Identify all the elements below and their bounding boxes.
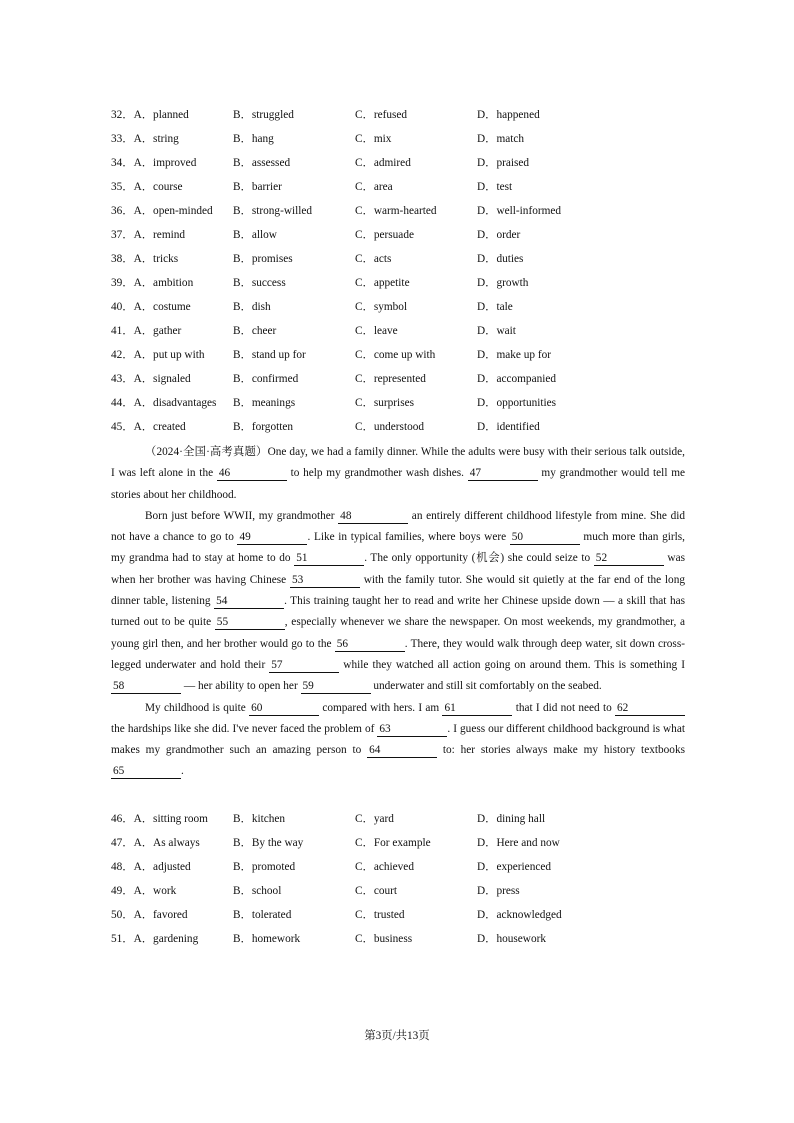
question-row (111, 367, 711, 391)
blank-49: 49 (237, 531, 307, 545)
question-row (111, 927, 711, 951)
option-a: 39．A．ambition (111, 277, 194, 289)
option-b: B．kitchen (233, 813, 286, 825)
option-b: B．success (233, 277, 286, 289)
blank-51: 51 (294, 552, 364, 566)
question-row (111, 903, 711, 927)
option-d: D．experienced (477, 861, 552, 873)
options-list-46-51 (111, 807, 711, 951)
options-list-32-45 (111, 103, 711, 439)
passage-source: （2024·全国·高考真题） (145, 446, 268, 458)
blank-52: 52 (594, 552, 664, 566)
option-c: C．business (355, 933, 413, 945)
option-c: C．come up with (355, 349, 436, 361)
option-c: C．For example (355, 837, 431, 849)
option-b: B．school (233, 885, 282, 897)
option-a: 41．A．gather (111, 325, 182, 337)
option-c: C．leave (355, 325, 398, 337)
option-c: C．admired (355, 157, 411, 169)
question-row (111, 855, 711, 879)
option-d: D．opportunities (477, 397, 557, 409)
blank-58: 58 (111, 680, 181, 694)
question-row (111, 831, 711, 855)
blank-64: 64 (367, 744, 437, 758)
question-row (111, 175, 711, 199)
option-b: B．barrier (233, 181, 282, 193)
option-c: C．understood (355, 421, 425, 433)
blank-65: 65 (111, 765, 181, 779)
option-d: D．well-informed (477, 205, 562, 217)
question-row (111, 199, 711, 223)
option-a: 44．A．disadvantages (111, 397, 217, 409)
option-a: 43．A．signaled (111, 373, 191, 385)
blank-48: 48 (338, 510, 408, 524)
option-b: B．meanings (233, 397, 296, 409)
option-a: 42．A．put up with (111, 349, 205, 361)
option-c: C．appetite (355, 277, 410, 289)
option-a: 46．A．sitting room (111, 813, 208, 825)
option-a: 45．A．created (111, 421, 186, 433)
cloze-passage (111, 442, 685, 783)
question-row (111, 391, 711, 415)
blank-54: 54 (214, 595, 284, 609)
blank-60: 60 (249, 702, 319, 716)
option-d: D．Here and now (477, 837, 560, 849)
option-a: 38．A．tricks (111, 253, 179, 265)
option-a: 35．A．course (111, 181, 183, 193)
option-b: B．promoted (233, 861, 296, 873)
option-b: B．homework (233, 933, 301, 945)
option-c: C．yard (355, 813, 394, 825)
option-c: C．achieved (355, 861, 414, 873)
option-d: D．growth (477, 277, 529, 289)
option-b: B．promises (233, 253, 293, 265)
question-row (111, 151, 711, 175)
question-row (111, 103, 711, 127)
question-row (111, 319, 711, 343)
passage-paragraph-2: Born just before WWII, my grandmother 48 an entirely different childhood lifestyle from mine. She did not have a chance to go to 49 . Like in typical families, where boys were 50 much more than girls, my grandma had to stay at home to do 51 . The only opportunity (机会) she could seize to 52 was when her brother was having Chinese 53 with the family tutor. She would sit quietly at the far end of the long dinner table, listening 54 . This training taught her to read and write her Chinese upside down — a skill that has turned out to be quite 55 , especially whenever we share the newspaper. On most weekends, my grandmother, a young girl then, and her brother would go to the 56 . There, they would walk through deep water, sit down cross-legged underwater and hold their 57 while they watched all action going on around them. This is something I 58 — her ability to open her 59 underwater and still sit comfortably on the seabed. (111, 509, 686, 693)
option-c: C．warm-hearted (355, 205, 437, 217)
question-row (111, 223, 711, 247)
question-row (111, 127, 711, 151)
option-a: 37．A．remind (111, 229, 186, 241)
option-c: C．represented (355, 373, 426, 385)
question-row (111, 343, 711, 367)
question-row (111, 295, 711, 319)
option-a: 48．A．adjusted (111, 861, 191, 873)
option-d: D．make up for (477, 349, 552, 361)
option-b: B．hang (233, 133, 274, 145)
option-c: C．symbol (355, 301, 408, 313)
option-b: B．allow (233, 229, 277, 241)
option-d: D．duties (477, 253, 524, 265)
page-footer: 第3页/共13页 (364, 1030, 430, 1042)
option-d: D．tale (477, 301, 513, 313)
blank-53: 53 (290, 574, 360, 588)
question-row (111, 247, 711, 271)
option-c: C．court (355, 885, 398, 897)
option-d: D．acknowledged (477, 909, 562, 921)
option-d: D．identified (477, 421, 540, 433)
option-d: D．order (477, 229, 521, 241)
option-a: 32．A．planned (111, 109, 189, 121)
blank-57: 57 (269, 659, 339, 673)
passage-paragraph-1: （2024·全国·高考真题）One day, we had a family dinner. While the adults were busy with their serious talk outside, I was left alone in the 46 to help my grandmother wash dishes. 47 my grandmother would tell me stories about her childhood. (111, 446, 685, 501)
option-b: B．confirmed (233, 373, 299, 385)
passage-paragraph-3: My childhood is quite 60 compared with hers. I am 61 that I did not need to 62 the hardships like she did. I've never faced the problem of 63 . I guess our different childhood background is what makes my grandmother such an amazing person to 64 to: her stories always make my history textbooks 65 . (111, 701, 685, 778)
option-c: C．refused (355, 109, 408, 121)
option-a: 50．A．favored (111, 909, 188, 921)
blank-59: 59 (301, 680, 371, 694)
option-b: B．assessed (233, 157, 291, 169)
option-d: D．accompanied (477, 373, 557, 385)
option-c: C．area (355, 181, 393, 193)
option-b: B．strong-willed (233, 205, 313, 217)
blank-47: 47 (468, 467, 538, 481)
option-a: 33．A．string (111, 133, 179, 145)
blank-55: 55 (215, 616, 285, 630)
option-a: 47．A．As always (111, 837, 200, 849)
option-a: 49．A．work (111, 885, 177, 897)
option-a: 40．A．costume (111, 301, 191, 313)
option-c: C．trusted (355, 909, 405, 921)
question-row (111, 415, 711, 439)
option-d: D．match (477, 133, 525, 145)
option-d: D．dining hall (477, 813, 546, 825)
blank-61: 61 (442, 702, 512, 716)
option-a: 36．A．open-minded (111, 205, 213, 217)
option-b: B．tolerated (233, 909, 292, 921)
option-b: B．forgotten (233, 421, 294, 433)
blank-50: 50 (510, 531, 580, 545)
blank-56: 56 (335, 638, 405, 652)
blank-63: 63 (377, 723, 447, 737)
option-d: D．test (477, 181, 513, 193)
question-row (111, 271, 711, 295)
option-d: D．praised (477, 157, 530, 169)
option-b: B．dish (233, 301, 271, 313)
option-b: B．stand up for (233, 349, 306, 361)
option-b: B．cheer (233, 325, 277, 337)
blank-46: 46 (217, 467, 287, 481)
option-b: B．struggled (233, 109, 294, 121)
option-a: 51．A．gardening (111, 933, 199, 945)
option-d: D．press (477, 885, 520, 897)
option-a: 34．A．improved (111, 157, 197, 169)
option-c: C．persuade (355, 229, 414, 241)
option-d: D．housework (477, 933, 547, 945)
question-row (111, 807, 711, 831)
option-c: C．mix (355, 133, 392, 145)
question-row (111, 879, 711, 903)
option-c: C．acts (355, 253, 392, 265)
option-b: B．By the way (233, 837, 304, 849)
option-c: C．surprises (355, 397, 414, 409)
option-d: D．wait (477, 325, 516, 337)
blank-62: 62 (615, 702, 685, 716)
option-d: D．happened (477, 109, 540, 121)
